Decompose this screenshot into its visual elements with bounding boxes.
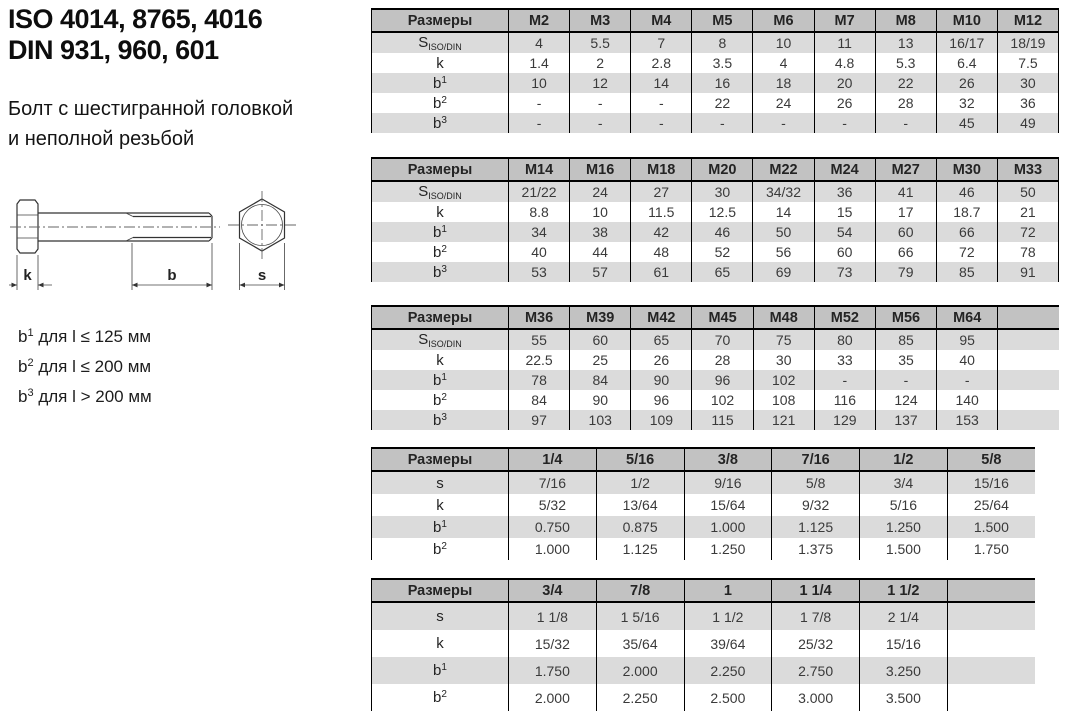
description-line-2: и неполной резьбой [8, 128, 195, 150]
value-cell: 1.375 [772, 538, 860, 560]
value-cell: 85 [936, 262, 997, 282]
value-cell: 121 [753, 410, 814, 430]
value-cell: 26 [631, 350, 692, 370]
value-cell: 73 [814, 262, 875, 282]
iso-standards-line: ISO 4014, 8765, 4016 [8, 4, 263, 34]
value-cell: 1 1/8 [509, 602, 597, 630]
value-cell: 124 [875, 390, 936, 410]
value-cell [998, 390, 1059, 410]
value-cell: 36 [814, 181, 875, 202]
row-label: $b^1$ [372, 516, 509, 538]
head-facet-lines [17, 215, 38, 238]
din-standards-line: DIN 931, 960, 601 [8, 35, 219, 65]
value-cell: 36 [997, 93, 1058, 113]
value-cell: 38 [570, 222, 631, 242]
value-cell: 3.000 [772, 684, 860, 711]
value-cell: 3/4 [860, 471, 948, 494]
value-cell: 140 [937, 390, 998, 410]
row-label: k [372, 494, 509, 516]
bolt-side-view [9, 200, 220, 290]
value-cell: 4 [753, 53, 814, 73]
value-cell: 5/16 [860, 494, 948, 516]
sizes-corner-header: Размеры [372, 158, 509, 181]
value-cell: 115 [692, 410, 753, 430]
value-cell: 79 [875, 262, 936, 282]
row-label: $S_{ISO/DIN}$ [372, 181, 509, 202]
size-column-header: M5 [692, 9, 753, 32]
value-cell: 57 [570, 262, 631, 282]
dimension-table [371, 447, 1035, 560]
value-cell: 129 [814, 410, 875, 430]
value-cell: 49 [997, 113, 1058, 133]
value-cell: 45 [936, 113, 997, 133]
value-cell [947, 657, 1035, 684]
value-cell: 60 [875, 222, 936, 242]
footnote-text: для l ≤ 200 мм [33, 357, 152, 376]
value-cell [998, 329, 1059, 350]
value-cell: 65 [631, 329, 692, 350]
value-cell: 27 [631, 181, 692, 202]
value-cell: 5/8 [772, 471, 860, 494]
value-cell [947, 602, 1035, 630]
footnote-symbol: b [18, 327, 28, 346]
size-column-header: M2 [509, 9, 570, 32]
value-cell: 52 [692, 242, 753, 262]
value-cell: 41 [875, 181, 936, 202]
table-metric-m2-m12 [371, 8, 1059, 133]
dimension-table [371, 157, 1059, 282]
value-cell: 35 [875, 350, 936, 370]
value-cell: - [753, 113, 814, 133]
size-column-header: M18 [631, 158, 692, 181]
value-cell: 39/64 [684, 630, 772, 657]
sizes-corner-header: Размеры [372, 306, 509, 329]
value-cell [998, 410, 1059, 430]
value-cell: 12 [570, 73, 631, 93]
value-cell: 84 [570, 370, 631, 390]
value-cell: - [937, 370, 998, 390]
size-column-header: M36 [509, 306, 570, 329]
footnote-symbol: b [18, 387, 28, 406]
size-column-header: M3 [570, 9, 631, 32]
value-cell: 1.4 [509, 53, 570, 73]
row-label: $S_{ISO/DIN}$ [372, 32, 509, 53]
size-column-header: M56 [875, 306, 936, 329]
value-cell: 10 [753, 32, 814, 53]
value-cell: 50 [753, 222, 814, 242]
table-metric-m14-m33 [371, 157, 1059, 282]
value-cell [947, 630, 1035, 657]
value-cell: 90 [631, 370, 692, 390]
value-cell: 3.250 [860, 657, 948, 684]
value-cell: 13 [875, 32, 936, 53]
value-cell: 18.7 [936, 202, 997, 222]
value-cell: 1 1/2 [684, 602, 772, 630]
size-column-header: 1/2 [860, 448, 948, 471]
footnotes [18, 320, 152, 410]
row-label: $b^3$ [372, 410, 509, 430]
value-cell: 1 7/8 [772, 602, 860, 630]
value-cell: 32 [936, 93, 997, 113]
value-cell: 53 [509, 262, 570, 282]
value-cell: 15/16 [860, 630, 948, 657]
value-cell: 137 [875, 410, 936, 430]
row-label: $b^2$ [372, 538, 509, 560]
value-cell: 18 [753, 73, 814, 93]
size-column-header: M12 [997, 9, 1058, 32]
value-cell: 9/32 [772, 494, 860, 516]
value-cell: 85 [875, 329, 936, 350]
product-description [8, 94, 293, 154]
value-cell: 13/64 [596, 494, 684, 516]
size-column-header: M10 [936, 9, 997, 32]
value-cell: - [631, 93, 692, 113]
value-cell: - [631, 113, 692, 133]
value-cell: 1/2 [596, 471, 684, 494]
value-cell: 25/64 [947, 494, 1035, 516]
description-line-1: Болт с шестигранной головкой [8, 98, 294, 120]
value-cell: 28 [875, 93, 936, 113]
row-label: $b^2$ [372, 93, 509, 113]
value-cell: 50 [997, 181, 1058, 202]
size-column-header: 5/16 [596, 448, 684, 471]
value-cell: 0.875 [596, 516, 684, 538]
value-cell: 40 [937, 350, 998, 370]
value-cell: 102 [692, 390, 753, 410]
value-cell: 66 [875, 242, 936, 262]
value-cell: 26 [936, 73, 997, 93]
value-cell: 5/32 [509, 494, 597, 516]
value-cell: 56 [753, 242, 814, 262]
value-cell: 15/64 [684, 494, 772, 516]
dimension-table [371, 305, 1059, 430]
value-cell: - [692, 113, 753, 133]
row-label: $b^1$ [372, 370, 509, 390]
size-column-header: M6 [753, 9, 814, 32]
value-cell: 24 [570, 181, 631, 202]
size-column-header: 1 1/2 [860, 579, 948, 602]
value-cell [998, 350, 1059, 370]
value-cell: 1.250 [860, 516, 948, 538]
value-cell: 22 [692, 93, 753, 113]
value-cell: 72 [936, 242, 997, 262]
value-cell: 116 [814, 390, 875, 410]
value-cell: 90 [570, 390, 631, 410]
value-cell: 44 [570, 242, 631, 262]
value-cell: 22.5 [509, 350, 570, 370]
value-cell: 7.5 [997, 53, 1058, 73]
value-cell: 12.5 [692, 202, 753, 222]
footnote-b1 [18, 320, 152, 350]
size-column-header: M27 [875, 158, 936, 181]
value-cell: 2.000 [509, 684, 597, 711]
value-cell: 21 [997, 202, 1058, 222]
size-column-header [947, 579, 1035, 602]
size-column-header: 7/8 [596, 579, 684, 602]
size-column-header: 1/4 [509, 448, 597, 471]
value-cell: 35/64 [596, 630, 684, 657]
sizes-corner-header: Размеры [372, 448, 509, 471]
value-cell: 66 [936, 222, 997, 242]
bolt-head-side [17, 200, 38, 253]
value-cell: 30 [753, 350, 814, 370]
value-cell: 3.500 [860, 684, 948, 711]
footnote-sup: 3 [27, 387, 34, 399]
value-cell: 1.125 [772, 516, 860, 538]
value-cell: - [875, 113, 936, 133]
footnote-text: для l > 200 мм [33, 387, 152, 406]
value-cell: 2.000 [596, 657, 684, 684]
bolt-technical-drawing [8, 188, 328, 325]
value-cell: 33 [814, 350, 875, 370]
row-label: $b^1$ [372, 73, 509, 93]
size-column-header: M39 [570, 306, 631, 329]
value-cell: 75 [753, 329, 814, 350]
value-cell: 72 [997, 222, 1058, 242]
size-column-header: M20 [692, 158, 753, 181]
value-cell: 2.750 [772, 657, 860, 684]
value-cell: 153 [937, 410, 998, 430]
row-label: $b^1$ [372, 222, 509, 242]
value-cell: 60 [814, 242, 875, 262]
standards-title [8, 4, 262, 66]
value-cell: 46 [692, 222, 753, 242]
value-cell: 5.5 [570, 32, 631, 53]
centerlines-front [228, 191, 296, 259]
value-cell: 109 [631, 410, 692, 430]
value-cell: 21/22 [509, 181, 570, 202]
size-column-header: M52 [814, 306, 875, 329]
row-label: $b^2$ [372, 390, 509, 410]
value-cell: 15/16 [947, 471, 1035, 494]
value-cell: - [509, 113, 570, 133]
value-cell: 2.250 [684, 657, 772, 684]
value-cell: 1.000 [509, 538, 597, 560]
value-cell: 42 [631, 222, 692, 242]
value-cell: 16 [692, 73, 753, 93]
footnote-symbol: b [18, 357, 28, 376]
value-cell: 22 [875, 73, 936, 93]
b-dimension-label: b [167, 267, 177, 284]
size-column-header [998, 306, 1059, 329]
footnote-sup: 2 [27, 357, 34, 369]
footnote-b3 [18, 380, 152, 410]
value-cell: 30 [997, 73, 1058, 93]
value-cell: 1.125 [596, 538, 684, 560]
size-column-header: M7 [814, 9, 875, 32]
value-cell: 15/32 [509, 630, 597, 657]
value-cell: 25 [570, 350, 631, 370]
value-cell: 2 1/4 [860, 602, 948, 630]
s-dimension-label: s [257, 267, 267, 284]
k-arrow-right [38, 283, 44, 288]
dimension-table [371, 578, 1035, 711]
value-cell: 2.8 [631, 53, 692, 73]
value-cell: 10 [570, 202, 631, 222]
k-arrow-left [12, 283, 18, 288]
size-column-header: 5/8 [947, 448, 1035, 471]
value-cell: 20 [814, 73, 875, 93]
value-cell: 46 [936, 181, 997, 202]
value-cell: 55 [509, 329, 570, 350]
size-column-header: 1 1/4 [772, 579, 860, 602]
sizes-corner-header: Размеры [372, 579, 509, 602]
table-inch-large [371, 578, 1035, 711]
size-column-header: M8 [875, 9, 936, 32]
size-column-header: M16 [570, 158, 631, 181]
value-cell [998, 370, 1059, 390]
value-cell: 11.5 [631, 202, 692, 222]
value-cell: 78 [997, 242, 1058, 262]
row-label: $b^3$ [372, 113, 509, 133]
value-cell: 28 [692, 350, 753, 370]
value-cell: 48 [631, 242, 692, 262]
value-cell: 78 [509, 370, 570, 390]
value-cell: 69 [753, 262, 814, 282]
size-column-header: M64 [937, 306, 998, 329]
size-column-header: 7/16 [772, 448, 860, 471]
row-label: k [372, 630, 509, 657]
size-column-header: M22 [753, 158, 814, 181]
s-arrow-left [240, 283, 246, 288]
value-cell: 4 [509, 32, 570, 53]
value-cell: 3.5 [692, 53, 753, 73]
value-cell: 6.4 [936, 53, 997, 73]
row-label: k [372, 202, 509, 222]
hex-front-view [228, 191, 296, 290]
value-cell: 5.3 [875, 53, 936, 73]
value-cell: 7 [631, 32, 692, 53]
row-label: s [372, 602, 509, 630]
value-cell: - [875, 370, 936, 390]
value-cell: 11 [814, 32, 875, 53]
value-cell: 26 [814, 93, 875, 113]
value-cell: 1.750 [947, 538, 1035, 560]
value-cell: 2 [570, 53, 631, 73]
size-column-header: 1 [684, 579, 772, 602]
b-arrow-right [207, 283, 213, 288]
size-column-header: M42 [631, 306, 692, 329]
value-cell: 96 [692, 370, 753, 390]
value-cell: 103 [570, 410, 631, 430]
table-metric-m36-m64 [371, 305, 1059, 430]
value-cell: 108 [753, 390, 814, 410]
value-cell: 1.750 [509, 657, 597, 684]
value-cell: 14 [753, 202, 814, 222]
row-label: $b^2$ [372, 684, 509, 711]
value-cell: - [570, 93, 631, 113]
value-cell: 102 [753, 370, 814, 390]
row-label: k [372, 350, 509, 370]
value-cell: 25/32 [772, 630, 860, 657]
k-dimension-label: k [23, 267, 32, 284]
b-arrow-left [132, 283, 138, 288]
value-cell: 60 [570, 329, 631, 350]
value-cell: 70 [692, 329, 753, 350]
value-cell: 18/19 [997, 32, 1058, 53]
value-cell: 2.500 [684, 684, 772, 711]
size-column-header: 3/8 [684, 448, 772, 471]
size-column-header: M14 [509, 158, 570, 181]
value-cell: 1.500 [860, 538, 948, 560]
value-cell: 1 5/16 [596, 602, 684, 630]
value-cell: 8 [692, 32, 753, 53]
size-column-header: M30 [936, 158, 997, 181]
value-cell: - [570, 113, 631, 133]
value-cell: 4.8 [814, 53, 875, 73]
value-cell: 54 [814, 222, 875, 242]
value-cell: 7/16 [509, 471, 597, 494]
dimension-table [371, 8, 1059, 133]
value-cell [947, 684, 1035, 711]
footnote-text: для l ≤ 125 мм [33, 327, 152, 346]
footnote-sup: 1 [27, 327, 34, 339]
row-label: $b^3$ [372, 262, 509, 282]
row-label: k [372, 53, 509, 73]
value-cell: - [814, 113, 875, 133]
value-cell: 34/32 [753, 181, 814, 202]
row-label: $S_{ISO/DIN}$ [372, 329, 509, 350]
value-cell: 30 [692, 181, 753, 202]
value-cell: 1.000 [684, 516, 772, 538]
row-label: $b^2$ [372, 242, 509, 262]
footnote-b2 [18, 350, 152, 380]
sizes-corner-header: Размеры [372, 9, 509, 32]
value-cell: - [814, 370, 875, 390]
value-cell: 95 [937, 329, 998, 350]
value-cell: 15 [814, 202, 875, 222]
row-label: $b^1$ [372, 657, 509, 684]
bolt-drawing-svg [8, 188, 328, 320]
value-cell: 16/17 [936, 32, 997, 53]
s-arrow-right [279, 283, 285, 288]
size-column-header: M4 [631, 9, 692, 32]
value-cell: 9/16 [684, 471, 772, 494]
table-inch-small [371, 447, 1035, 560]
value-cell: 97 [509, 410, 570, 430]
value-cell: 2.250 [596, 684, 684, 711]
size-column-header: 3/4 [509, 579, 597, 602]
value-cell: 1.500 [947, 516, 1035, 538]
row-label: s [372, 471, 509, 494]
size-column-header: M48 [753, 306, 814, 329]
value-cell: 1.250 [684, 538, 772, 560]
value-cell: 84 [509, 390, 570, 410]
value-cell: 24 [753, 93, 814, 113]
value-cell: 14 [631, 73, 692, 93]
value-cell: 65 [692, 262, 753, 282]
value-cell: 91 [997, 262, 1058, 282]
value-cell: 17 [875, 202, 936, 222]
value-cell: 8.8 [509, 202, 570, 222]
value-cell: 96 [631, 390, 692, 410]
size-column-header: M33 [997, 158, 1058, 181]
size-column-header: M45 [692, 306, 753, 329]
value-cell: 61 [631, 262, 692, 282]
value-cell: 80 [814, 329, 875, 350]
value-cell: - [509, 93, 570, 113]
value-cell: 40 [509, 242, 570, 262]
value-cell: 10 [509, 73, 570, 93]
value-cell: 0.750 [509, 516, 597, 538]
size-column-header: M24 [814, 158, 875, 181]
value-cell: 34 [509, 222, 570, 242]
